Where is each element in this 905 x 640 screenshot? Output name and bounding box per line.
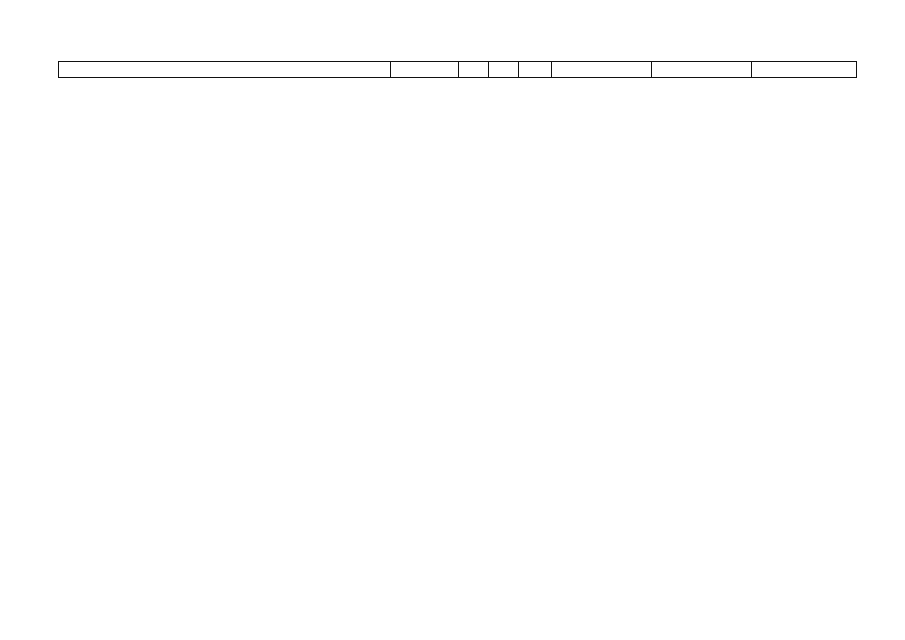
header-pr — [489, 62, 519, 78]
header-vr — [519, 62, 552, 78]
header-2016 — [652, 62, 752, 78]
header-2017 — [752, 62, 857, 78]
table-header — [58, 61, 857, 78]
header-name — [59, 62, 391, 78]
header-rz — [459, 62, 489, 78]
header-csr — [391, 62, 459, 78]
header-2015 — [552, 62, 652, 78]
